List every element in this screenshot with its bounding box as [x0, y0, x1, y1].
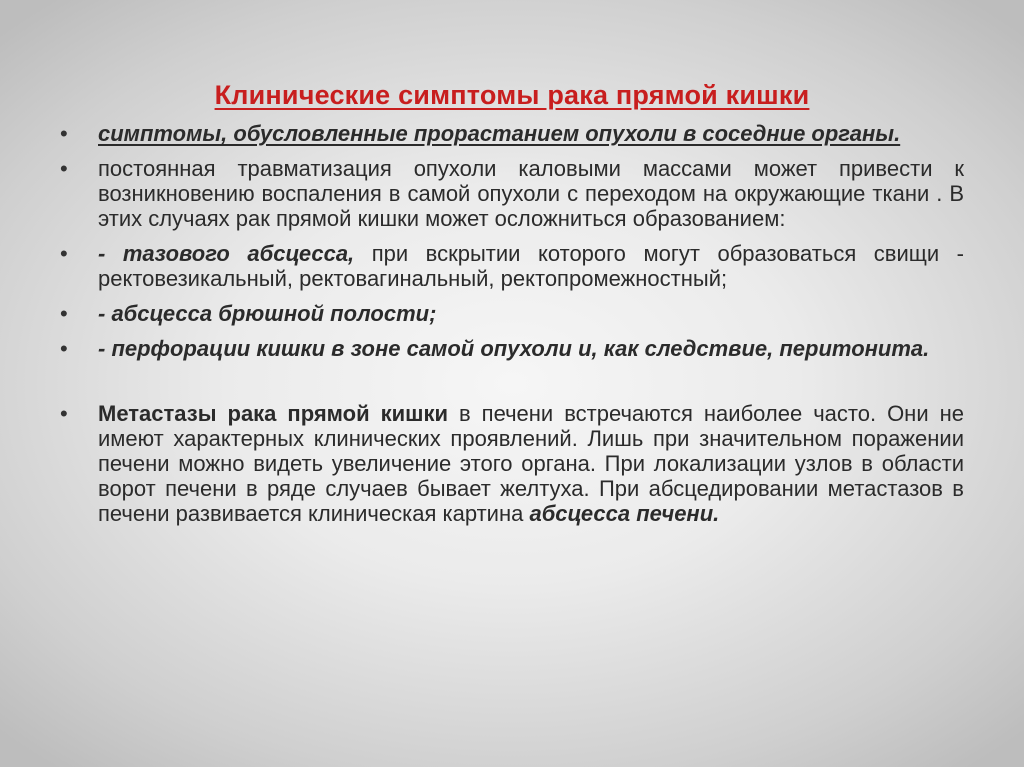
bullet-text: при вскрытии которого могут образоваться свищи - ректовезикальный, ректовагинальный, ректопромежностный;	[98, 241, 964, 291]
bullet-marker: •	[60, 336, 68, 361]
bullet-item	[56, 301, 964, 326]
bullet-emphasis: - тазового абсцесса,	[98, 241, 355, 266]
bullet-text: постоянная травматизация опухоли каловыми массами может привести к возникновению воспаления в самой опухоли с переходом на окружающие ткани . В этих случаях рак прямой кишки может осложниться образованием:	[98, 156, 964, 231]
slide-title: Клинические симптомы рака прямой кишки	[214, 80, 810, 110]
bullet-marker: •	[60, 241, 68, 266]
bullet-text: симптомы, обусловленные прорастанием опухоли в соседние органы.	[98, 121, 901, 146]
bullet-item	[56, 156, 964, 231]
bullet-list	[56, 121, 964, 536]
bullet-item	[56, 121, 964, 146]
bullet-item	[56, 336, 964, 361]
bullet-item	[56, 241, 964, 291]
bullet-emphasis: - абсцесса брюшной полости;	[98, 301, 437, 326]
bullet-marker: •	[60, 121, 68, 146]
bullet-emphasis: абсцесса печени.	[529, 501, 720, 526]
bullet-marker: •	[60, 401, 68, 426]
bullet-marker: •	[60, 301, 68, 326]
bullet-emphasis: Метастазы рака прямой кишки	[98, 401, 449, 426]
bullet-emphasis: - перфорации кишки в зоне самой опухоли и, как следствие, перитонита.	[98, 336, 930, 361]
bullet-marker: •	[60, 156, 68, 181]
bullet-item	[56, 401, 964, 526]
bullet-text: в печени встречаются наиболее часто. Они не имеют характерных клинических проявлений. Лишь при значительном поражении печени можно видеть увеличение этого органа. При локализации узлов в области ворот печени в ряде случаев бывает желтуха. При абсцедировании метастазов в печени развивается клиническая картина	[98, 401, 964, 526]
